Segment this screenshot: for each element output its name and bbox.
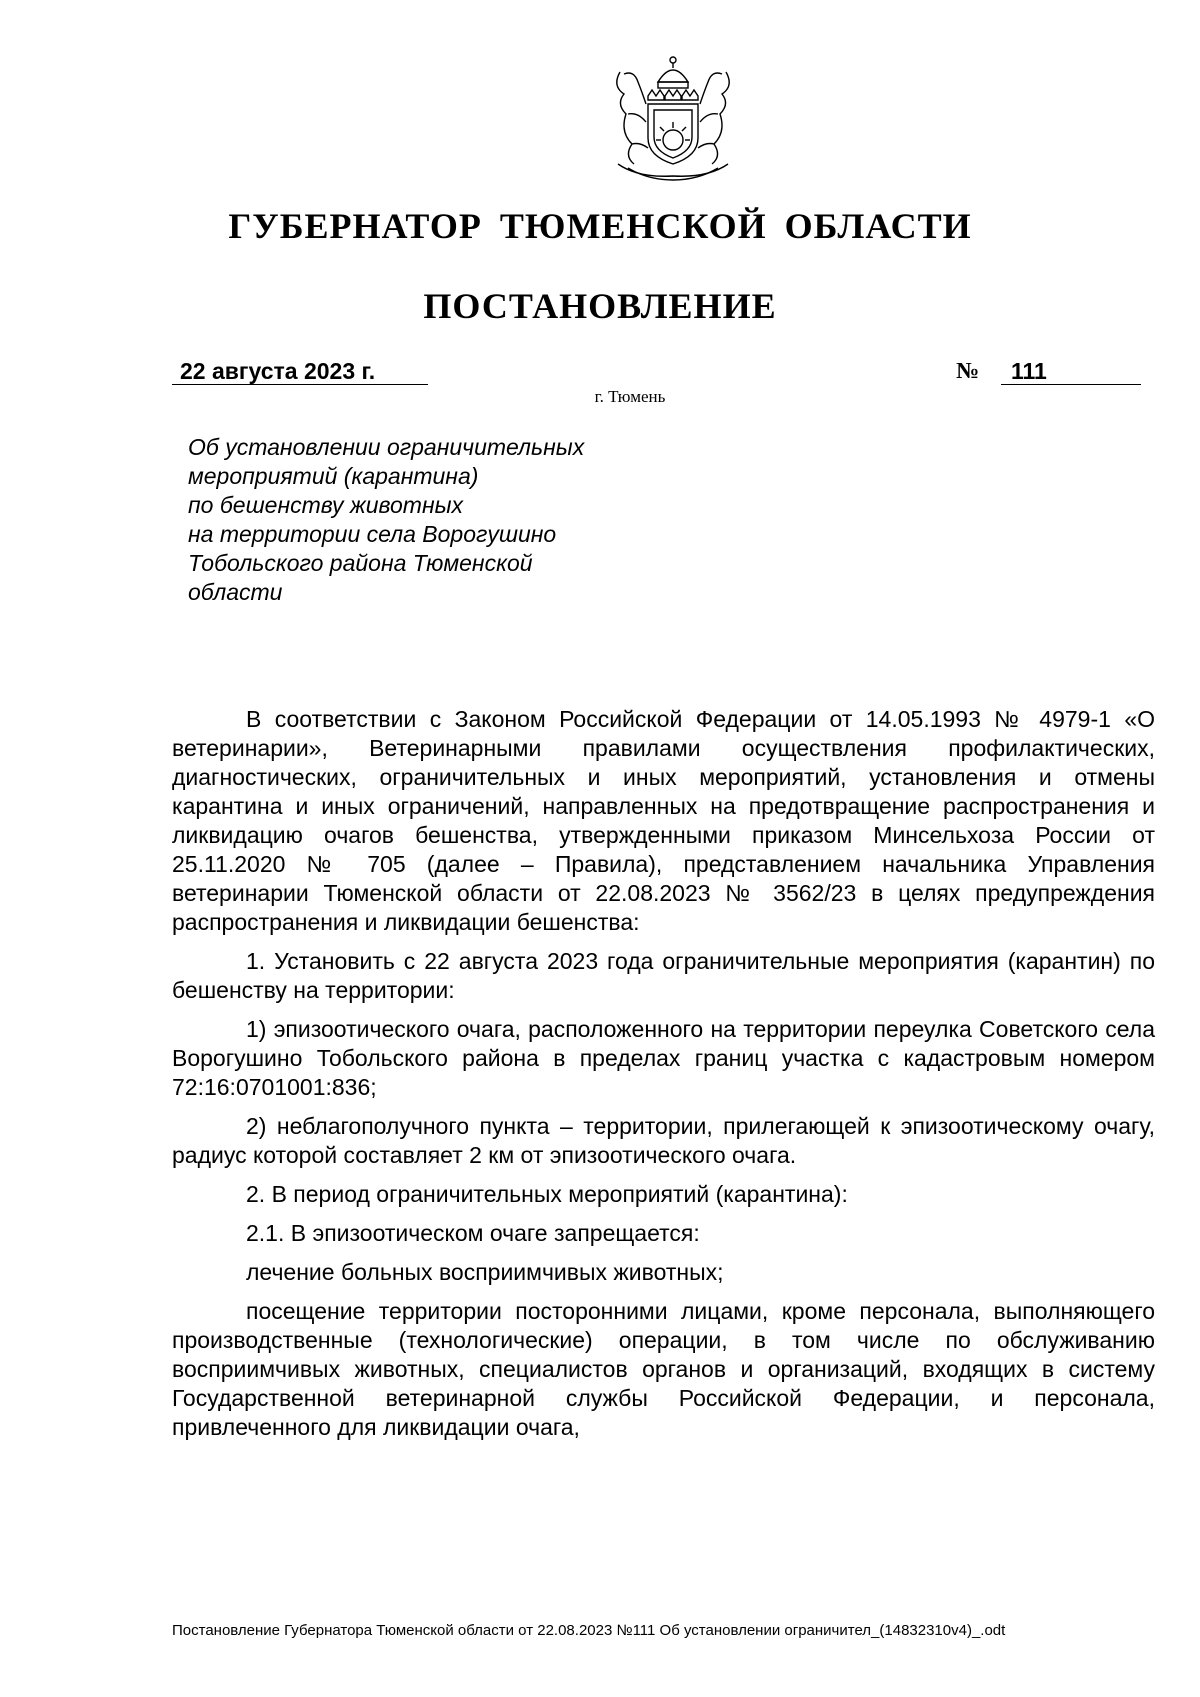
preamble-paragraph: В соответствии с Законом Российской Федерации от 14.05.1993 № 4979-1 «О ветеринарии», Ветеринарными правилами осуществления профилактических, диагностических, ограничительных и иных мероприятий, установления и отмены карантина и иных ограничений, направленных на предотвращение распространения и ликвидацию очагов бешенства, утвержденными приказом Минсельхоза России от 25.11.2020 № 705 (далее – Правила), представлением начальника Управления ветеринарии Тюменской области от 22.08.2023 № 3562/23 в целях предупреждения распространения и ликвидации бешенства: [172,706,1155,935]
subject-line: мероприятий (карантина) [188,463,479,489]
subject-line: Об установлении ограничительных [188,434,585,460]
document-subject [188,433,688,607]
body-paragraph: 2. В период ограничительных мероприятий (карантина): [246,1181,848,1207]
subject-line: Тобольского района Тюменской [188,550,533,576]
body-paragraph: 2) неблагополучного пункта – территории, прилегающей к эпизоотическому очагу, радиус которой составляет 2 км от эпизоотического очага. [172,1113,1155,1168]
document-type-title: ПОСТАНОВЛЕНИЕ [423,286,777,326]
document-date: 22 августа 2023 г. [172,357,428,385]
body-paragraph: лечение больных восприимчивых животных; [246,1259,724,1285]
subject-line: области [188,579,283,605]
body-paragraph: посещение территории посторонними лицами, кроме персонала, выполняющего производственные (технологические) операции, в том числе по обслуживанию восприимчивых животных, специалистов органов и организаций, входящих в систему Государственной ветеринарной службы Российской Федерации, и персонала, привлеченного для ликвидации очага, [172,1298,1155,1440]
body-paragraph: 1) эпизоотического очага, расположенного на территории переулка Советского села Ворогушино Тобольского района в пределах границ участка с кадастровым номером 72:16:0701001:836; [172,1016,1155,1100]
subject-line: по бешенству животных [188,492,464,518]
subject-line: на территории села Ворогушино [188,521,557,547]
body-paragraph: 1. Установить с 22 августа 2023 года ограничительные мероприятия (карантин) по бешенству на территории: [172,948,1155,1003]
page-footer: Постановление Губернатора Тюменской области от 22.08.2023 №111 Об установлении ограничител_(14832310v4)_.odt [172,1622,1006,1639]
document-number: 111 [1001,357,1141,385]
coat-of-arms-emblem [598,52,748,182]
document-city: г. Тюмень [594,387,666,406]
document-body [172,705,1155,1442]
body-paragraph: 2.1. В эпизоотическом очаге запрещается: [246,1220,700,1246]
document-number-label: № [956,358,980,383]
issuer-title: ГУБЕРНАТОР ТЮМЕНСКОЙ ОБЛАСТИ [228,206,972,246]
